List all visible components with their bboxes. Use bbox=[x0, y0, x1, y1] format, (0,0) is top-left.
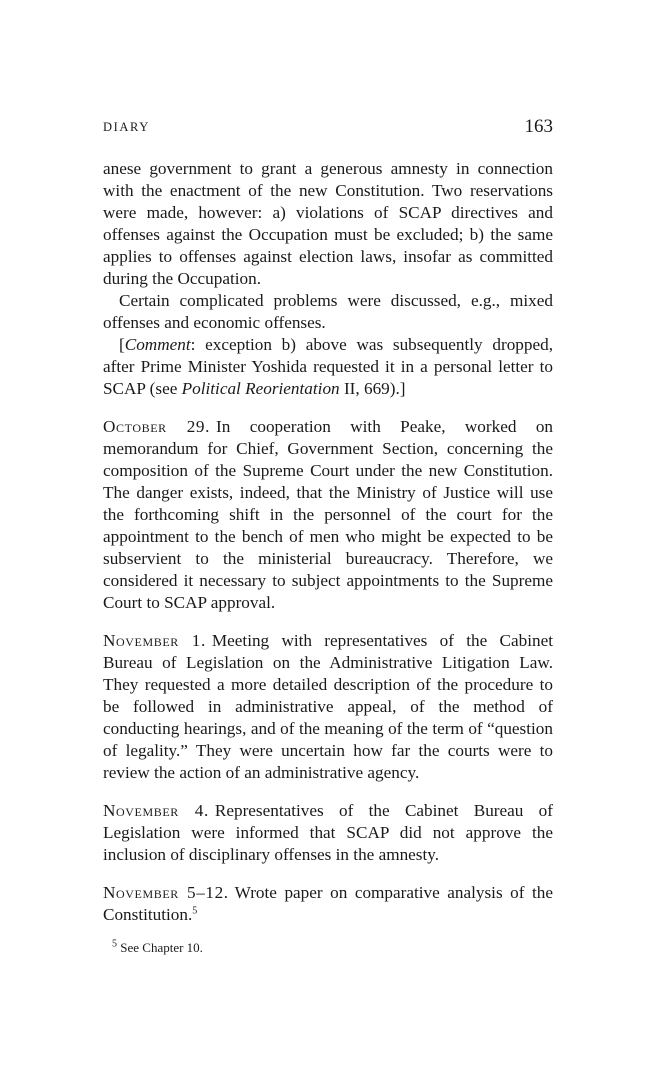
comment-citation-end: II, 669).] bbox=[339, 379, 406, 398]
page-number: 163 bbox=[524, 116, 553, 137]
diary-entry bbox=[103, 416, 553, 614]
entry-date: November 5–12. bbox=[103, 883, 229, 902]
entry-text: Meeting with representatives of the Cabinet Bureau of Legislation on the Administrative Litigation Law. They requested a more detailed description of the procedure to be followed in administrative appeal, of the method of conducting hearings, and of the meaning of the term of “question of legality.” They were uncertain how far the courts were to review the action of an administrative agency. bbox=[103, 631, 554, 782]
footnote-marker: 5 bbox=[112, 938, 117, 950]
diary-entry bbox=[103, 630, 553, 784]
entry-text: Wrote paper on comparative analysis of the Constitution. bbox=[103, 883, 553, 924]
entry-date: November 1. bbox=[103, 631, 206, 650]
comment-text: : exception b) above was subsequently dropped, after Prime Minister Yoshida requested it in a personal letter to SCAP (see bbox=[103, 335, 553, 398]
footnote-text: See Chapter 10. bbox=[120, 940, 203, 955]
running-head: DIARY bbox=[103, 120, 150, 134]
paragraph-comment bbox=[103, 334, 553, 400]
comment-open: [ bbox=[119, 335, 125, 354]
page-header bbox=[103, 116, 553, 140]
page bbox=[103, 116, 553, 956]
footnote-reference: 5 bbox=[192, 905, 198, 917]
entry-date: October 29. bbox=[103, 417, 211, 436]
entry-text: In cooperation with Peake, worked on memorandum for Chief, Government Section, concerning the composition of the Supreme Court under the new Constitution. The danger exists, indeed, that the Ministry of Justice will use the forthcoming shift in the personnel of the court for the appointment to the bench of men who might be expected to be subservient to the ministerial bureaucracy. Therefore, we considered it necessary to subject appointments to the Supreme Court to SCAP approval. bbox=[103, 417, 554, 612]
paragraph-problems: Certain complicated problems were discussed, e.g., mixed offenses and economic offenses. bbox=[103, 291, 553, 332]
diary-entry bbox=[103, 800, 553, 866]
footnote bbox=[103, 940, 553, 956]
comment-citation-title: Political Reorientation bbox=[181, 379, 340, 398]
diary-entry bbox=[103, 882, 553, 926]
comment-label: Comment bbox=[124, 335, 191, 354]
entry-date: November 4. bbox=[103, 801, 209, 820]
paragraph-amnesty: anese government to grant a generous amnesty in connection with the enactment of the new Constitution. Two reservations were made, however: a) violations of SCAP directives and offenses against the Occupation must be excluded; b) the same applies to offenses against election laws, insofar as committed during the Occupation. bbox=[103, 159, 553, 288]
entry-text: Representatives of the Cabinet Bureau of Legislation were informed that SCAP did not approve the inclusion of disciplinary offenses in the amnesty. bbox=[103, 801, 553, 864]
